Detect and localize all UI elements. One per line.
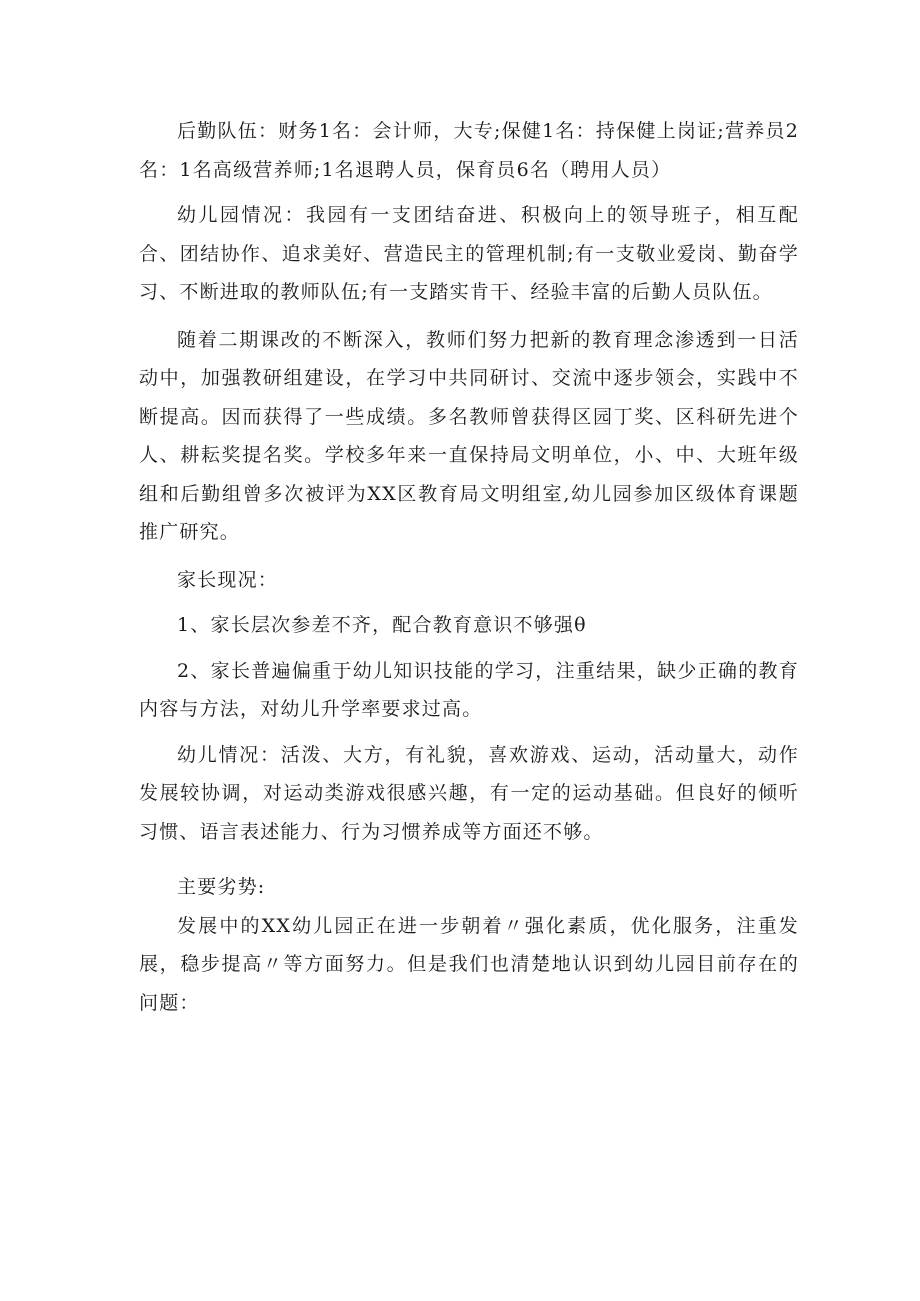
- paragraph-curriculum-reform: 随着二期课改的不断深入，教师们努力把新的教育理念渗透到一日活动中，加强教研组建设，在学习中共同研讨、交流中逐步领会，实践中不断提高。因而获得了一些成绩。多名教师曾获得区园丁奖、区科研先进个人、耕耘奖提名奖。学校多年来一直保持局文明单位，小、中、大班年级组和后勤组曾多次被评为XX区教育局文明组室,幼儿园参加区级体育课题推广研究。: [139, 328, 799, 543]
- paragraph-children-situation: 幼儿情况：活泼、大方，有礼貌，喜欢游戏、运动，活动量大，动作发展较协调，对运动类游戏很感兴趣，有一定的运动基础。但良好的倾听习惯、语言表述能力、行为习惯养成等方面还不够。: [139, 743, 799, 843]
- paragraph-parents-heading: 家长现况：: [177, 568, 279, 591]
- paragraph-parents-item-2: 2、家长普遍偏重于幼儿知识技能的学习，注重结果，缺少正确的教育内容与方法，对幼儿升学率要求过高。: [139, 659, 799, 720]
- paragraph-kindergarten-situation: 幼儿园情况：我园有一支团结奋进、积极向上的领导班子，相互配合、团结协作、追求美好、营造民主的管理机制;有一支敬业爱岗、勤奋学习、不断进取的教师队伍;有一支踏实肯干、经验丰富的后勤人员队伍。: [139, 204, 799, 303]
- paragraph-development-problems: 发展中的XX幼儿园正在进一步朝着〃强化素质，优化服务，注重发展，稳步提高〃等方面努力。但是我们也清楚地认识到幼儿园目前存在的问题：: [139, 914, 799, 1014]
- paragraph-weaknesses-heading: 主要劣势:: [177, 876, 266, 898]
- paragraph-logistics-team: 后勤队伍：财务1名：会计师，大专;保健1名：持保健上岗证;营养员2名：1名高级营养师;1名退聘人员，保育员6名（聘用人员）: [139, 120, 799, 181]
- paragraph-parents-item-1: 1、家长层次参差不齐，配合教育意识不够强θ: [177, 614, 587, 636]
- document-page: [139, 112, 799, 1022]
